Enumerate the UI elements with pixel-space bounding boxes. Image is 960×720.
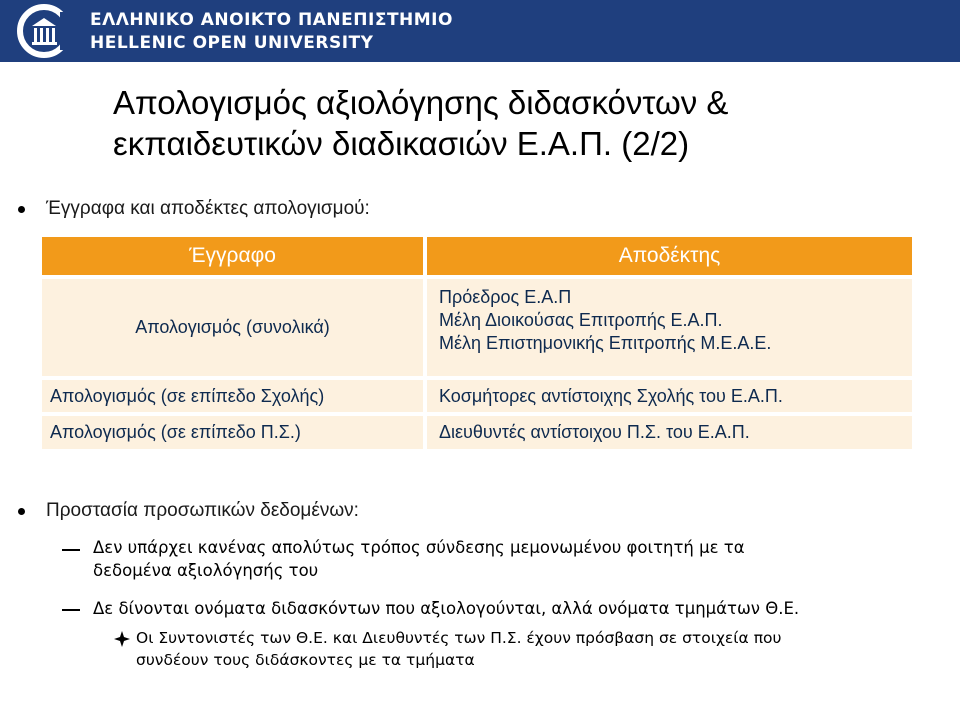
recipient-line: Πρόεδρος Ε.Α.Π [439,287,572,307]
recipient-line: Μέλη Διοικούσας Επιτροπής Ε.Α.Π. [439,310,723,330]
dash-icon [62,549,80,551]
sub-bullet-no-names: Δε δίνονται ονόματα διδασκόντων που αξιολογούνται, αλλά ονόματα τμημάτων Θ.Ε. [93,599,800,618]
dash-icon [62,609,80,611]
university-logo-icon [14,4,80,58]
table-row-2-recipients: Κοσμήτορες αντίστοιχης Σχολής του Ε.Α.Π. [427,380,912,412]
sub-bullet-access: Οι Συντονιστές των Θ.Ε. και Διευθυντές των Π.Σ. έχουν πρόσβαση σε στοιχεία που συνδέουν τους διδάσκοντες με τα τμήματα [136,629,782,669]
bullet-documents: Έγγραφα και αποδέκτες απολογισμού: [18,198,370,220]
table-header-document: Έγγραφο [42,237,423,275]
table-row-1-document: Απολογισμός (συνολικά) [42,279,423,376]
title-line-1: Απολογισμός αξιολόγησης διδασκόντων & [113,84,729,121]
university-name-greek: ΕΛΛΗΝΙΚΟ ΑΝΟΙΚΤΟ ΠΑΝΕΠΙΣΤΗΜΙΟ [90,10,453,30]
bullet-data-protection: Προστασία προσωπικών δεδομένων: [18,500,359,522]
university-header [0,0,960,62]
title-line-2: εκπαιδευτικών διαδικασιών Ε.Α.Π. (2/2) [113,125,690,162]
table-row-2-document: Απολογισμός (σε επίπεδο Σχολής) [42,380,423,412]
bullet-icon [18,206,25,213]
recipients-table [42,237,912,449]
sub-bullet-no-link: Δεν υπάρχει κανένας απολύτως τρόπος σύνδεσης μεμονωμένου φοιτητή με τα δεδομένα αξιολόγησής του [93,538,745,580]
slide-title [113,82,913,164]
table-row-3-recipients: Διευθυντές αντίστοιχου Π.Σ. του Ε.Α.Π. [427,416,912,449]
table-header-recipient: Αποδέκτης [427,237,912,275]
diamond-bullet-icon [114,631,130,647]
bullet-icon [18,508,25,515]
recipient-line: Μέλη Επιστημονικής Επιτροπής Μ.Ε.Α.Ε. [439,333,772,353]
table-row-1-recipients [427,279,912,376]
table-row-3-document: Απολογισμός (σε επίπεδο Π.Σ.) [42,416,423,449]
university-name-english: HELLENIC OPEN UNIVERSITY [90,33,374,53]
